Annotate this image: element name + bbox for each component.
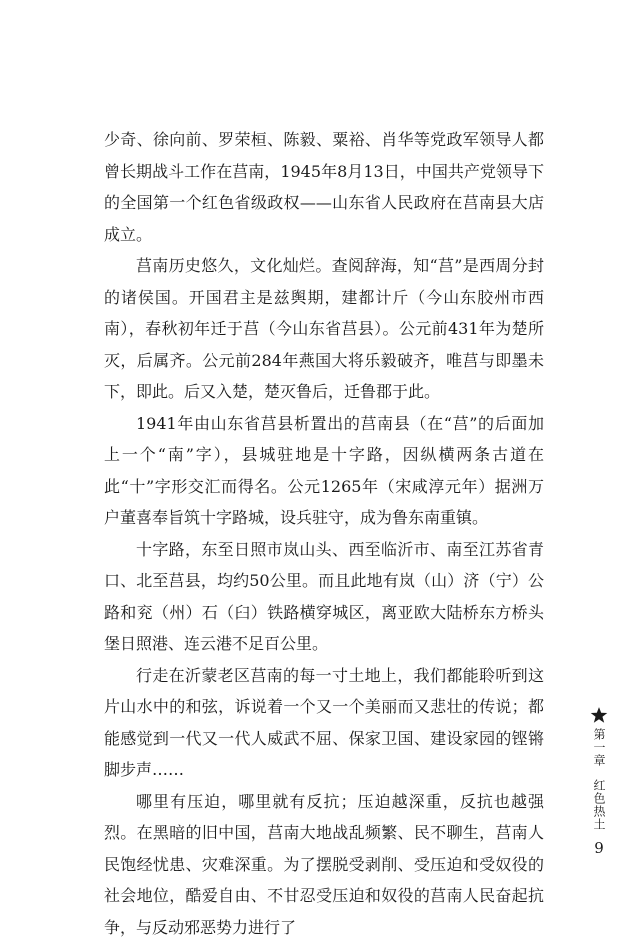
section-label: 红色热土 (592, 779, 606, 831)
page-number: 9 (594, 839, 604, 857)
paragraph-2: 莒南历史悠久，文化灿烂。查阅辞海，知“莒”是西周分封的诸侯国。开国君主是兹舆期，建都计斤（今山东胶州市西南），春秋初年迁于莒（今山东省莒县）。公元前431年为楚所灭，后属齐。公元前284年燕国大将乐毅破齐，唯莒与即墨未下，即此。后又入楚，楚灭鲁后，迁鲁郡于此。 (104, 250, 544, 408)
paragraph-3: 1941年由山东省莒县析置出的莒南县（在“莒”的后面加上一个“南”字），县城驻地是十字路，因纵横两条古道在此“十”字形交汇而得名。公元1265年（宋咸淳元年）据洲万户董喜奉旨筑十字路城，设兵驻守，成为鲁东南重镇。 (104, 408, 544, 534)
paragraph-1: 少奇、徐向前、罗荣桓、陈毅、粟裕、肖华等党政军领导人都曾长期战斗工作在莒南，1945年8月13日，中国共产党领导下的全国第一个红色省级政权——山东省人民政府在莒南县大店成立。 (104, 124, 544, 250)
body-text (104, 124, 544, 943)
paragraph-5: 行走在沂蒙老区莒南的每一寸土地上，我们都能聆听到这片山水中的和弦，诉说着一个又一个美丽而又悲壮的传说；都能感觉到一代又一代人威武不屈、保家卫国、建设家园的铿锵脚步声…… (104, 660, 544, 786)
margin-running-head (584, 706, 614, 857)
chapter-label: 第一章 (592, 728, 606, 767)
star-icon (590, 706, 608, 724)
paragraph-4: 十字路，东至日照市岚山头、西至临沂市、南至江苏省青口、北至莒县，均约50公里。而且此地有岚（山）济（宁）公路和兖（州）石（臼）铁路横穿城区，离亚欧大陆桥东方桥头堡日照港、连云港不足百公里。 (104, 534, 544, 660)
paragraph-6: 哪里有压迫，哪里就有反抗；压迫越深重，反抗也越强烈。在黑暗的旧中国，莒南大地战乱频繁、民不聊生，莒南人民饱经忧患、灾难深重。为了摆脱受剥削、受压迫和受奴役的社会地位，酷爱自由、不甘忍受压迫和奴役的莒南人民奋起抗争，与反动邪恶势力进行了 (104, 786, 544, 943)
